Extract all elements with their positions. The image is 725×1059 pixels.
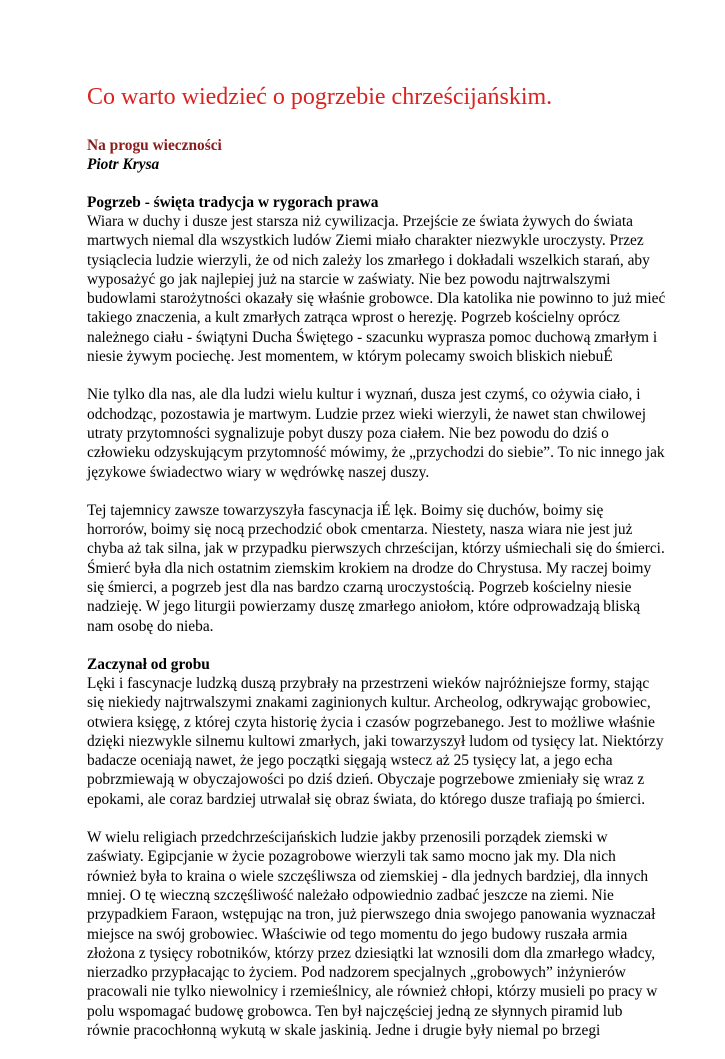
- text-line: człowieku odzyskującym przytomność mówimy, że „przychodzi do siebie”. To nic innego jak: [87, 444, 665, 462]
- text-line: Tej tajemnicy zawsze towarzyszyła fascynacja iÉ lęk. Boimy się duchów, boimy się: [87, 501, 604, 519]
- text-line: martwych niemal dla wszystkich ludów Ziemi miało charakter niezwykle uroczysty. Przez: [87, 232, 644, 250]
- article-author: Piotr Krysa: [87, 156, 160, 173]
- text-line: pobrzmiewają w obyczajowości po dziś dzień. Obyczaje pogrzebowe zmieniały się wraz z: [87, 771, 645, 789]
- text-line: badacze oceniają nawet, że jego początki sięgają wstecz aż 25 tysięcy lat, a jego echa: [87, 752, 613, 770]
- text-line: horrorów, boimy się nocą przechodzić obok cmentarza. Niestety, nasza wiara nie jest już: [87, 521, 633, 539]
- text-line: otwiera księgę, z której czyta historię życia i czasów pogrzebanego. Jest to możliwe właśnie: [87, 713, 655, 731]
- text-line: Śmierć była dla nich ostatnim ziemskim krokiem na drodze do Chrystusa. My raczej boimy: [87, 559, 652, 577]
- paragraph: [87, 828, 658, 1040]
- text-line: Nie tylko dla nas, ale dla ludzi wielu kultur i wyznań, dusza jest czymś, co ożywia ciało, i: [87, 386, 641, 404]
- text-line: chyba aż tak silna, jak w przypadku pierwszych chrześcijan, którzy uśmiechali się do śmierci.: [87, 540, 665, 558]
- text-line: epokami, ale coraz bardziej utrwalał się obraz świata, do którego dusze trafiają po śmierci.: [87, 790, 646, 808]
- text-line: należnego ciału - świątyni Ducha Świętego - szacunku wyprasza pomoc duchową zmarłym i: [87, 328, 658, 346]
- document-title: Co warto wiedzieć o pogrzebie chrześcijańskim.: [87, 84, 553, 110]
- text-line: Wiara w duchy i dusze jest starsza niż cywilizacja. Przejście ze świata żywych do świata: [87, 213, 633, 230]
- text-line: wyposażyć go jak najlepiej już na starcie w zaświaty. Nie bez powodu najtrwalszymi: [87, 270, 611, 288]
- article-body: [87, 193, 666, 1040]
- text-line: tysiąclecia ludzie wierzyli, że od nich zależy los zmarłego i dokładali wszelkich starań, aby: [87, 251, 650, 269]
- text-line: pracowali nie tylko niewolnicy i rzemieślnicy, ale również chłopi, którzy musieli po pracy w: [87, 983, 658, 1001]
- text-line: miejsce na swój grobowiec. Właściwie od tego momentu do jego budowy ruszała armia: [87, 925, 628, 943]
- text-line: odchodząc, pozostawia je martwym. Ludzie przez wieki wierzyli, że nawet stan chwilowej: [87, 405, 646, 423]
- paragraph: [87, 385, 665, 481]
- text-line: dzięki niezwykle silnemu kultowi zmarłych, jaki towarzyszył ludom od tysięcy lat. Niektórzy: [87, 732, 664, 750]
- section-heading: Zaczynał od grobu: [87, 655, 210, 673]
- text-line: się śmierci, a pogrzeb jest dla nas bardzo czarną uroczystością. Pogrzeb kościelny niesie: [87, 579, 632, 597]
- text-line: również była to kraina o wiele szczęśliwsza od ziemskiej - dla jednych bardziej, dla innych: [87, 867, 649, 885]
- text-line: nadzieję. W jego liturgii powierzamy duszę zmarłego aniołom, które odprowadzają bliską: [87, 598, 641, 616]
- text-line: zaświaty. Egipcjanie w życie pozagrobowe wierzyli tak samo mocno jak my. Dla nich: [87, 848, 616, 866]
- section-heading: Pogrzeb - święta tradycja w rygorach prawa: [87, 194, 379, 211]
- text-line: W wielu religiach przedchrześcijańskich ludzie jakby przenosili porządek ziemski w: [87, 829, 608, 847]
- paragraph: [87, 674, 664, 809]
- text-line: mniej. O tę wieczną szczęśliwość należało odpowiednio zadbać jeszcze na ziemi. Nie: [87, 886, 614, 904]
- article-subtitle: Na progu wieczności: [87, 137, 222, 154]
- text-line: się niekiedy najtrwalszymi znakami zaginionych kultur. Archeolog, odkrywając grobowiec,: [87, 694, 651, 712]
- text-line: nam osobę do nieba.: [87, 617, 214, 635]
- text-line: utraty przytomności sygnalizuje pobyt duszy poza ciałem. Nie bez powodu do dziś o: [87, 424, 609, 442]
- text-line: polu wspomagać budowę grobowca. Ten był najczęściej jedną ze słynnych piramid lub: [87, 1002, 623, 1020]
- paragraph: [87, 501, 665, 636]
- text-line: złożona z tysięcy robotników, którzy przez dziesiątki lat wznosili dom dla zmarłego władcy,: [87, 944, 656, 962]
- text-line: niesie żywym pociechę. Jest momentem, w którym polecamy swoich bliskich niebuÉ: [87, 348, 613, 366]
- text-line: takiego znaczenia, a kult zmarłych zatrąca wprost o herezję. Pogrzeb kościelny oprócz: [87, 309, 620, 327]
- text-line: przypadkiem Faraon, wstępując na tron, już pierwszego dnia swojego panowania wyznaczał: [87, 906, 656, 924]
- text-line: nierzadko przypłacając to życiem. Pod nadzorem specjalnych „grobowych” inżynierów: [87, 964, 626, 982]
- text-line: Lęki i fascynacje ludzką duszą przybrały na przestrzeni wieków najróżniejsze formy, stając: [87, 674, 650, 692]
- text-line: językowe świadectwo wiary w wędrówkę naszej duszy.: [87, 463, 430, 481]
- paragraph: [87, 212, 666, 366]
- text-line: budowlami starożytności okazały się właśnie grobowce. Dla katolika nie powinno to już mieć: [87, 290, 666, 308]
- document-page: [87, 82, 666, 1059]
- text-line: równie pracochłonną wykutą w skale jaskinią. Jedne i drugie były niemal po brzegi: [87, 1021, 601, 1039]
